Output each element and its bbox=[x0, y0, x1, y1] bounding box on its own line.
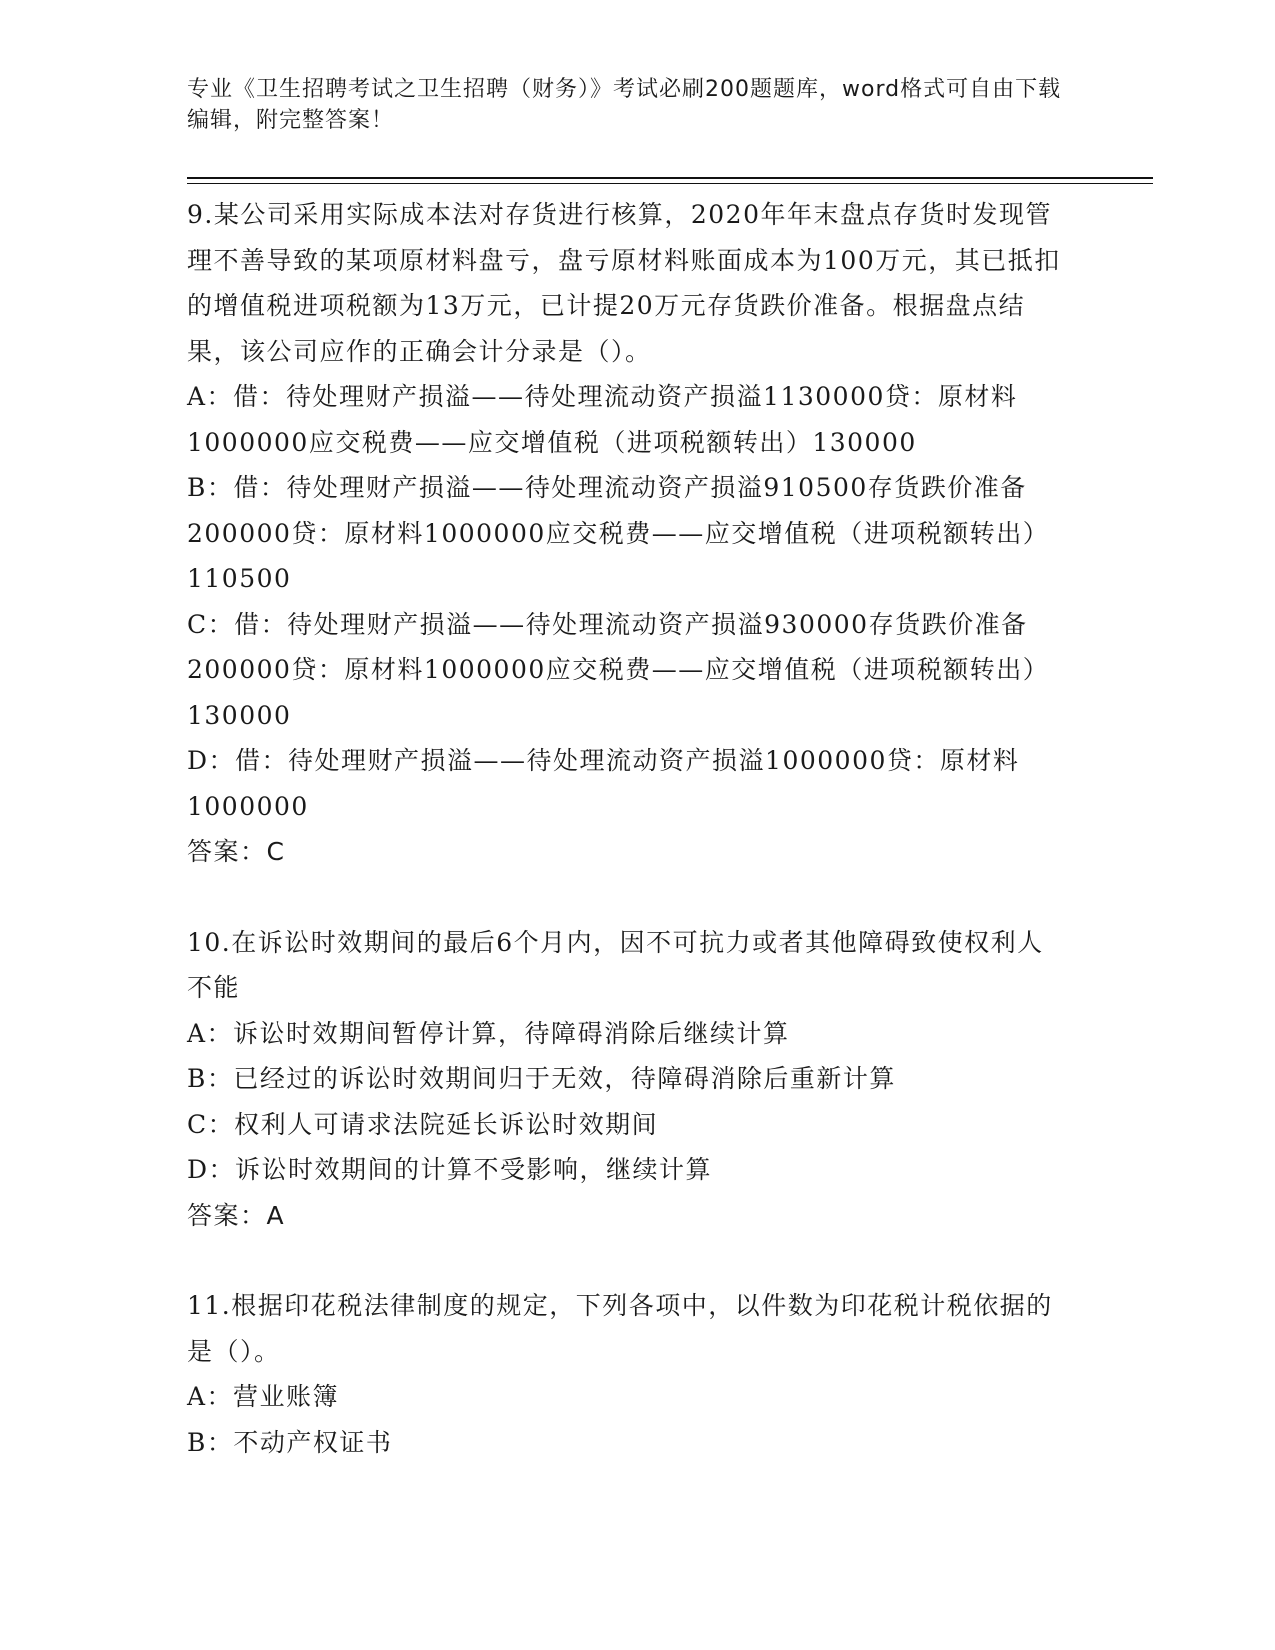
question-spacer bbox=[187, 1238, 1067, 1283]
answer-line: 答案：C bbox=[187, 837, 286, 866]
option-c: C：借：待处理财产损溢——待处理流动资产损溢930000存货跌价准备200000贷：原材料1000000应交税费——应交增值税（进项税额转出）130000 bbox=[187, 609, 1050, 730]
question-10 bbox=[187, 920, 1067, 1239]
option-c: C：权利人可请求法院延长诉讼时效期间 bbox=[187, 1109, 659, 1139]
option-a: A：诉讼时效期间暂停计算，待障碍消除后继续计算 bbox=[187, 1018, 790, 1048]
question-spacer bbox=[187, 875, 1067, 920]
question-9 bbox=[187, 192, 1067, 875]
document-header bbox=[187, 74, 1067, 136]
option-b: B：不动产权证书 bbox=[187, 1427, 393, 1457]
question-11 bbox=[187, 1283, 1067, 1465]
answer-line: 答案：A bbox=[187, 1200, 286, 1230]
question-stem: 9.某公司采用实际成本法对存货进行核算，2020年年末盘点存货时发现管理不善导致的某项原材料盘亏，盘亏原材料账面成本为100万元，其已抵扣的增值税进项税额为13万元，已计提20万元存货跌价准备。根据盘点结果，该公司应作的正确会计分录是（）。 bbox=[187, 200, 1061, 366]
option-d: D：诉讼时效期间的计算不受影响，继续计算 bbox=[187, 1155, 713, 1184]
question-list bbox=[187, 192, 1067, 1465]
header-rule-thick bbox=[187, 177, 1153, 179]
header-rule-thin bbox=[187, 183, 1153, 184]
option-a: A：营业账簿 bbox=[187, 1382, 340, 1411]
question-stem: 11.根据印花税法律制度的规定，下列各项中，以件数为印花税计税依据的是（）。 bbox=[187, 1291, 1053, 1366]
option-b: B：借：待处理财产损溢——待处理流动资产损溢910500存货跌价准备200000贷：原材料1000000应交税费——应交增值税（进项税额转出）110500 bbox=[187, 473, 1050, 593]
option-a: A：借：待处理财产损溢——待处理流动资产损溢1130000贷：原材料1000000应交税费——应交增值税（进项税额转出）130000 bbox=[187, 382, 1018, 457]
question-stem: 10.在诉讼时效期间的最后6个月内，因不可抗力或者其他障碍致使权利人不能 bbox=[187, 927, 1044, 1002]
option-b: B：已经过的诉讼时效期间归于无效，待障碍消除后重新计算 bbox=[187, 1064, 896, 1093]
option-d: D：借：待处理财产损溢——待处理流动资产损溢1000000贷：原材料1000000 bbox=[187, 746, 1020, 821]
header-text: 专业《卫生招聘考试之卫生招聘（财务）》考试必刷200题题库，word格式可自由下载编辑，附完整答案！ bbox=[187, 77, 1062, 133]
